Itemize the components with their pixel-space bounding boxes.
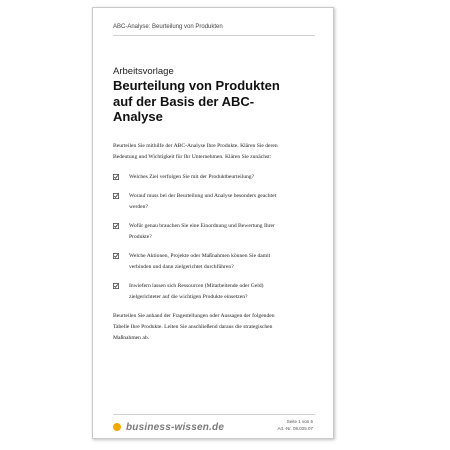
document-body (113, 141, 318, 344)
title-line: Beurteilung von Produkten (113, 78, 280, 93)
running-header: ABC-Analyse: Beurteilung von Produkten (113, 24, 223, 30)
checklist-text: Produkte? (129, 234, 152, 240)
closing-paragraph (113, 311, 318, 344)
checklist-text: zielgerichteter auf die wichtigen Produkte einsetzen? (129, 294, 248, 300)
checked-box-icon (113, 283, 119, 289)
closing-line: Beurteilen Sie anhand der Fragestellungen oder Aussagen der folgenden (113, 313, 275, 319)
header-divider (113, 35, 315, 36)
article-number: Art.-Nr. 08.025.07 (277, 426, 313, 431)
checklist-item (113, 281, 318, 303)
closing-line: Tabelle Ihre Produkte. Leiten Sie anschließend daraus die strategischen (113, 324, 273, 330)
checked-box-icon (113, 174, 119, 180)
checklist-text: Inwiefern lassen sich Ressourcen (Mitarbeitende oder Geld) (129, 283, 264, 289)
brand-dot-icon (113, 423, 121, 431)
intro-line: Bedeutung und Wichtigkeit für Ihr Unternehmen. Klären Sie zunächst: (113, 154, 272, 160)
brand-logo (113, 420, 224, 434)
document-page (92, 7, 334, 439)
closing-line: Maßnahmen ab. (113, 335, 150, 341)
checklist-text: werden? (129, 204, 148, 210)
checklist-text: Welche Aktionen, Projekte oder Maßnahmen können Sie damit (129, 253, 271, 259)
checked-box-icon (113, 223, 119, 229)
checklist-text: Worauf muss bei der Beurteilung und Analyse besonders geachtet (129, 193, 277, 199)
checklist-item (113, 191, 318, 213)
intro-line: Beurteilen Sie mithilfe der ABC-Analyse Ihre Produkte. Klären Sie deren (113, 143, 278, 149)
page-number: Seite 1 von 5 (286, 419, 313, 424)
checklist-item (113, 172, 318, 183)
checklist-item (113, 221, 318, 243)
intro-paragraph (113, 141, 318, 163)
document-kicker: Arbeitsvorlage (113, 66, 174, 77)
footer-divider (113, 414, 315, 415)
question-checklist (113, 172, 318, 303)
checklist-text: Welches Ziel verfolgen Sie mit der Produktbeurteilung? (129, 174, 255, 180)
checked-box-icon (113, 193, 119, 199)
checklist-text: Wofür genau brauchen Sie eine Einordnung und Bewertung Ihrer (129, 223, 275, 229)
title-line: Analyse (113, 109, 163, 124)
title-line: auf der Basis der ABC- (113, 93, 255, 109)
brand-name: business-wissen.de (126, 421, 225, 433)
document-title (113, 78, 318, 125)
checklist-item (113, 251, 318, 273)
checked-box-icon (113, 253, 119, 259)
page-meta (277, 418, 313, 432)
checklist-text: verbinden und dann zielgerichtet durchführen? (129, 264, 234, 270)
